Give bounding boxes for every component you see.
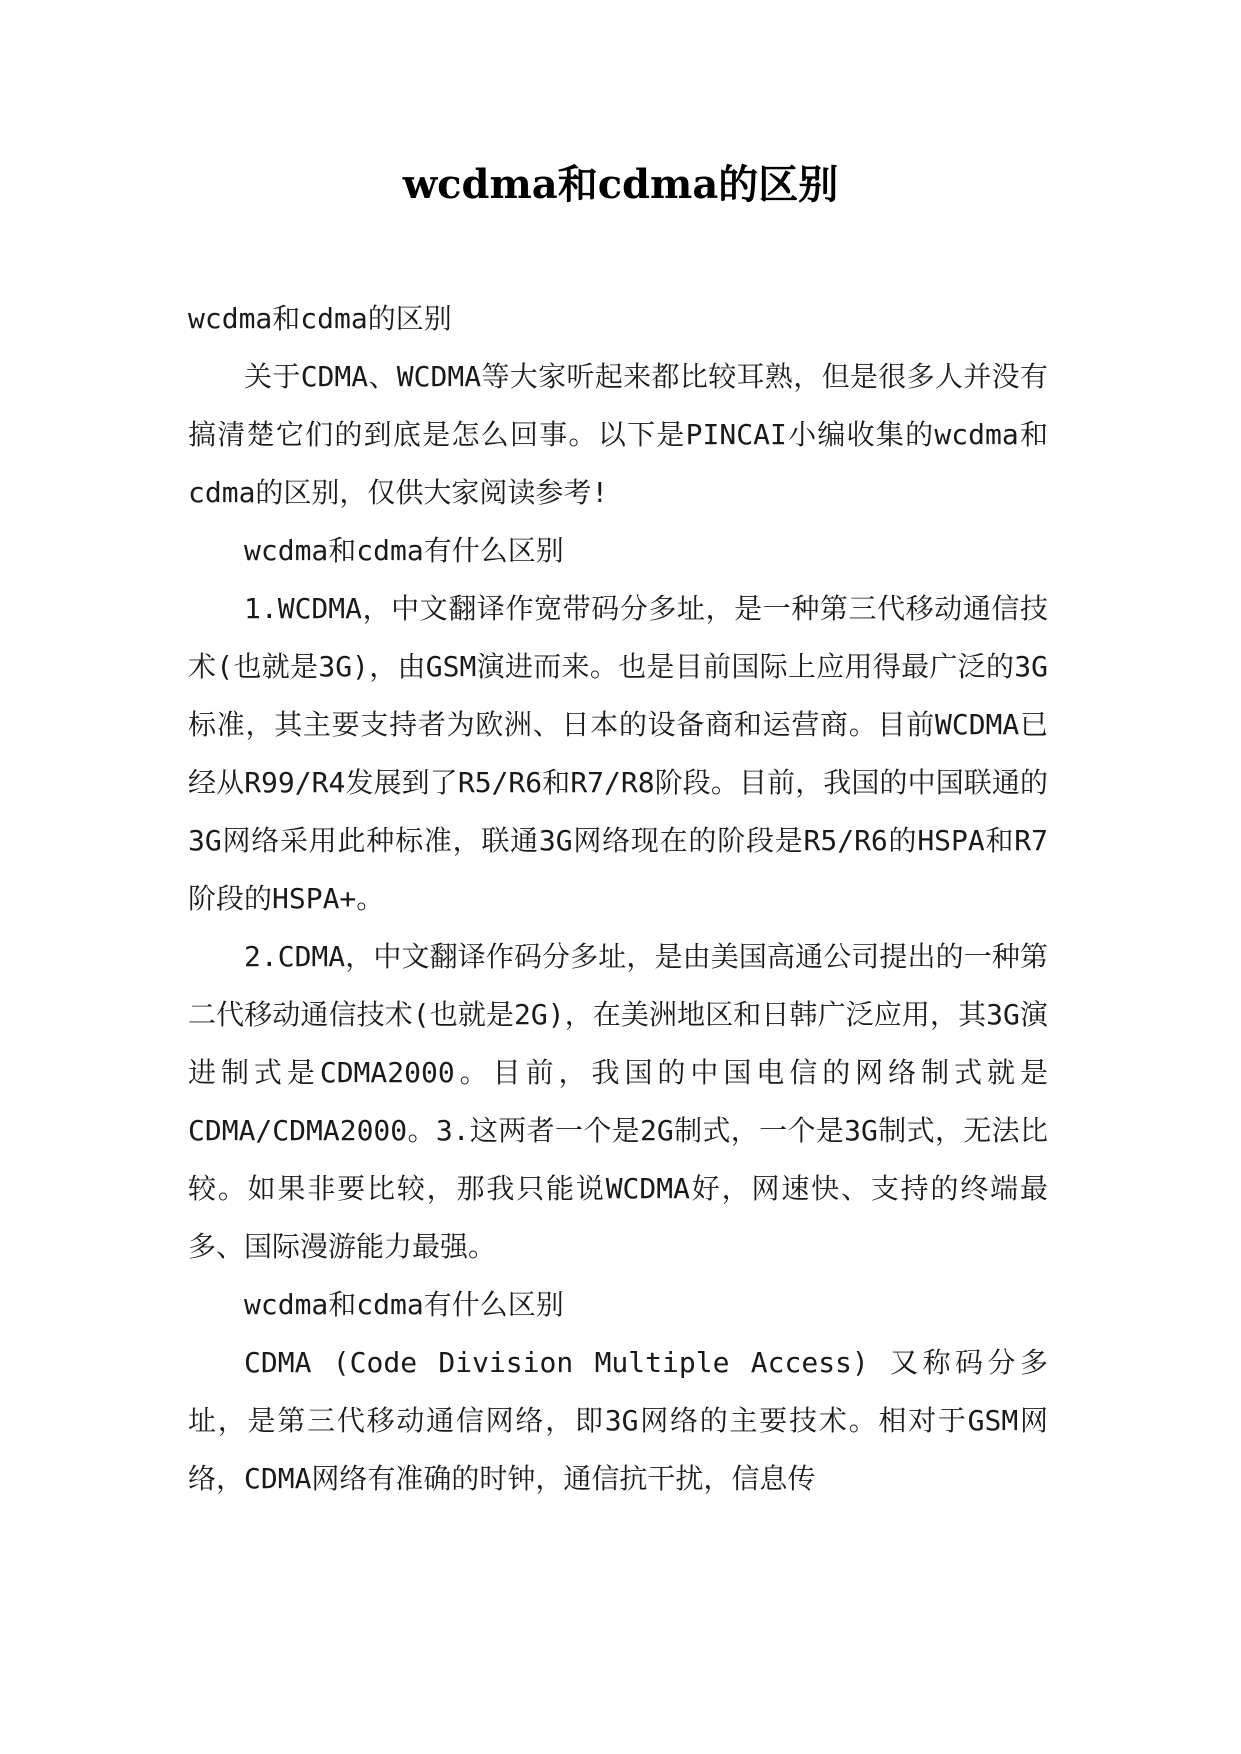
paragraph-cdma-definition: CDMA (Code Division Multiple Access) 又称码分多址，是第三代移动通信网络，即3G网络的主要技术。相对于GSM网络，CDMA网络有准确的时钟，通信抗干扰，信息传	[188, 1346, 1048, 1495]
section-heading: wcdma和cdma有什么区别	[244, 534, 564, 567]
document-title: wcdma和cdma的区别	[402, 161, 839, 208]
paragraph-wcdma: 1.WCDMA，中文翻译作宽带码分多址，是一种第三代移动通信技术(也就是3G)，由GSM演进而来。也是目前国际上应用得最广泛的3G标准，其主要支持者为欧洲、日本的设备商和运营商。目前WCDMA已经从R99/R4发展到了R5/R6和R7/R8阶段。目前，我国的中国联通的3G网络采用此种标准，联通3G网络现在的阶段是R5/R6的HSPA和R7阶段的HSPA+。	[188, 592, 1048, 915]
paragraph-intro: 关于CDMA、WCDMA等大家听起来都比较耳熟，但是很多人并没有搞清楚它们的到底是怎么回事。以下是PINCAI小编收集的wcdma和cdma的区别，仅供大家阅读参考!	[188, 360, 1048, 509]
section-heading: wcdma和cdma有什么区别	[244, 1288, 564, 1321]
document-body	[188, 290, 1048, 1508]
paragraph-subtitle: wcdma和cdma的区别	[188, 302, 452, 335]
paragraph-cdma: 2.CDMA，中文翻译作码分多址，是由美国高通公司提出的一种第二代移动通信技术(也就是2G)，在美洲地区和日韩广泛应用，其3G演进制式是CDMA2000。目前，我国的中国电信的网络制式就是CDMA/CDMA2000。3.这两者一个是2G制式，一个是3G制式，无法比较。如果非要比较，那我只能说WCDMA好，网速快、支持的终端最多、国际漫游能力最强。	[188, 940, 1048, 1263]
